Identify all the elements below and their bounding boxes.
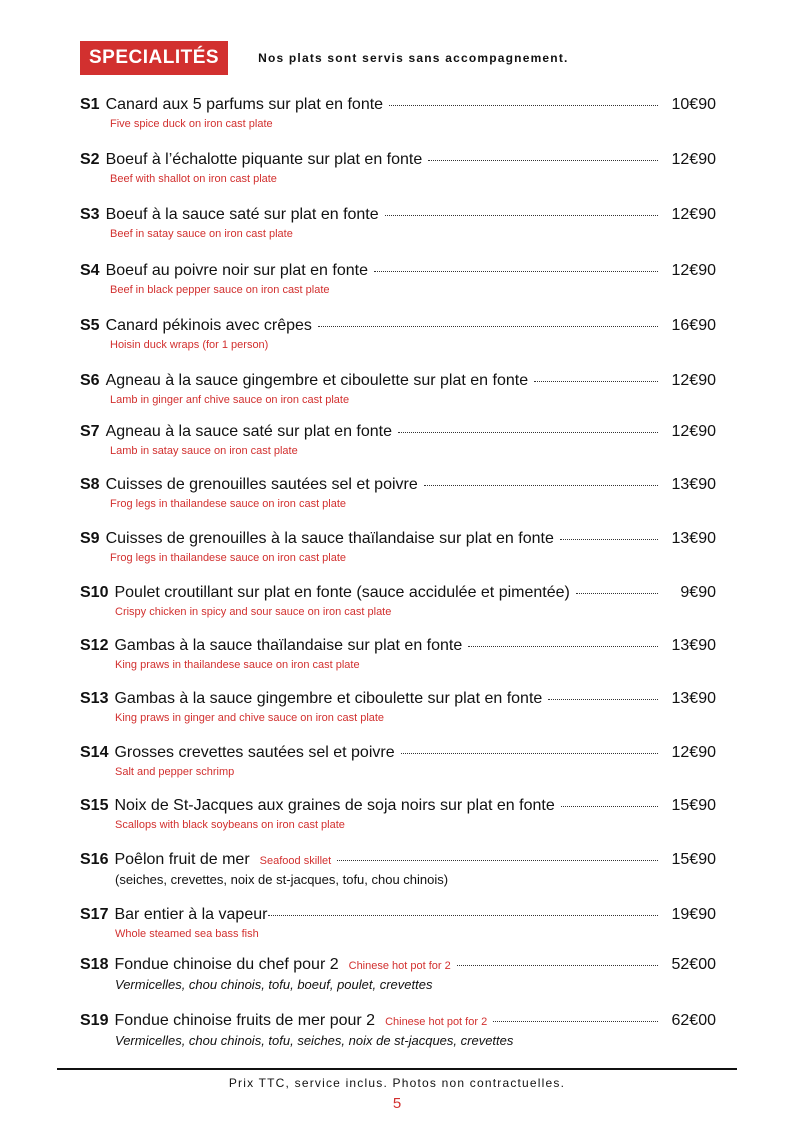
item-code: S18 bbox=[80, 956, 109, 973]
item-name: Canard pékinois avec crêpes bbox=[105, 317, 312, 334]
item-english-name: Chinese hot pot for 2 bbox=[385, 1016, 488, 1028]
item-code: S6 bbox=[80, 372, 100, 389]
item-code: S7 bbox=[80, 423, 100, 440]
menu-item bbox=[80, 956, 716, 992]
item-price: 12€90 bbox=[671, 151, 716, 168]
item-code: S10 bbox=[80, 584, 109, 601]
dot-leader bbox=[548, 699, 658, 700]
dot-leader bbox=[337, 860, 658, 861]
dot-leader bbox=[493, 1021, 658, 1022]
item-price: 12€90 bbox=[671, 262, 716, 279]
item-code: S19 bbox=[80, 1012, 109, 1029]
section-title-badge: SPECIALITÉS bbox=[80, 41, 228, 75]
menu-item bbox=[80, 690, 716, 724]
item-price: 15€90 bbox=[671, 797, 716, 814]
item-name: Cuisses de grenouilles à la sauce thaïlandaise sur plat en fonte bbox=[105, 530, 554, 547]
item-code: S17 bbox=[80, 906, 109, 923]
footer-note: Prix TTC, service inclus. Photos non contractuelles. bbox=[228, 1076, 566, 1090]
menu-item bbox=[80, 637, 716, 671]
item-price: 10€90 bbox=[671, 96, 716, 113]
menu-item bbox=[80, 584, 716, 618]
menu-item bbox=[80, 530, 716, 564]
footer-divider bbox=[57, 1068, 737, 1070]
dot-leader bbox=[468, 646, 658, 647]
dot-leader bbox=[428, 160, 658, 161]
item-name: Poêlon fruit de mer bbox=[114, 851, 250, 868]
menu-item bbox=[80, 744, 716, 778]
item-ingredients: Vermicelles, chou chinois, tofu, boeuf, poulet, crevettes bbox=[115, 977, 433, 992]
item-code: S4 bbox=[80, 262, 100, 279]
dot-leader bbox=[374, 271, 658, 272]
menu-item bbox=[80, 206, 716, 240]
menu-item bbox=[80, 423, 716, 457]
item-price: 9€90 bbox=[680, 584, 716, 601]
dot-leader bbox=[385, 215, 658, 216]
dot-leader bbox=[389, 105, 658, 106]
item-price: 12€90 bbox=[671, 206, 716, 223]
item-name: Poulet croutillant sur plat en fonte (sauce accidulée et pimentée) bbox=[114, 584, 570, 601]
item-price: 12€90 bbox=[671, 372, 716, 389]
item-english-name: Lamb in ginger anf chive sauce on iron cast plate bbox=[110, 394, 350, 406]
item-english-name: Crispy chicken in spicy and sour sauce on iron cast plate bbox=[115, 606, 392, 618]
item-english-name: Lamb in satay sauce on iron cast plate bbox=[110, 445, 298, 457]
dot-leader bbox=[401, 753, 658, 754]
item-name: Canard aux 5 parfums sur plat en fonte bbox=[105, 96, 384, 113]
item-english-name: Beef in black pepper sauce on iron cast plate bbox=[110, 284, 330, 296]
item-english-name: Scallops with black soybeans on iron cast plate bbox=[115, 819, 345, 831]
item-english-name: Hoisin duck wraps (for 1 person) bbox=[110, 339, 269, 351]
item-name: Cuisses de grenouilles sautées sel et poivre bbox=[105, 476, 418, 493]
item-code: S15 bbox=[80, 797, 109, 814]
dot-leader bbox=[398, 432, 658, 433]
dot-leader bbox=[561, 806, 658, 807]
item-price: 16€90 bbox=[671, 317, 716, 334]
dot-leader bbox=[424, 485, 658, 486]
item-english-name: Five spice duck on iron cast plate bbox=[110, 118, 273, 130]
page-number: 5 bbox=[392, 1095, 402, 1112]
item-code: S8 bbox=[80, 476, 100, 493]
menu-item bbox=[80, 96, 716, 130]
menu-item bbox=[80, 851, 716, 887]
item-name: Boeuf à la sauce saté sur plat en fonte bbox=[105, 206, 379, 223]
dot-leader bbox=[268, 915, 658, 916]
item-english-name: King praws in thailandese sauce on iron cast plate bbox=[115, 659, 360, 671]
item-name: Bar entier à la vapeur bbox=[114, 906, 268, 923]
item-ingredients: (seiches, crevettes, noix de st-jacques, tofu, chou chinois) bbox=[115, 872, 449, 887]
item-english-name: Chinese hot pot for 2 bbox=[348, 960, 451, 972]
item-code: S1 bbox=[80, 96, 100, 113]
item-price: 12€90 bbox=[671, 423, 716, 440]
item-code: S5 bbox=[80, 317, 100, 334]
menu-item bbox=[80, 151, 716, 185]
item-code: S2 bbox=[80, 151, 100, 168]
item-name: Noix de St-Jacques aux graines de soja noirs sur plat en fonte bbox=[114, 797, 555, 814]
dot-leader bbox=[457, 965, 658, 966]
item-name: Agneau à la sauce gingembre et ciboulette sur plat en fonte bbox=[105, 372, 529, 389]
item-price: 15€90 bbox=[671, 851, 716, 868]
item-english-name: King praws in ginger and chive sauce on iron cast plate bbox=[115, 712, 385, 724]
dot-leader bbox=[576, 593, 658, 594]
item-code: S16 bbox=[80, 851, 109, 868]
item-english-name: Whole steamed sea bass fish bbox=[115, 928, 259, 940]
item-english-name: Frog legs in thailandese sauce on iron cast plate bbox=[110, 498, 347, 510]
item-name: Fondue chinoise fruits de mer pour 2 bbox=[114, 1012, 376, 1029]
menu-item bbox=[80, 317, 716, 351]
item-name: Gambas à la sauce gingembre et ciboulette sur plat en fonte bbox=[114, 690, 543, 707]
dot-leader bbox=[534, 381, 658, 382]
item-code: S14 bbox=[80, 744, 109, 761]
menu-item bbox=[80, 262, 716, 296]
item-price: 19€90 bbox=[671, 906, 716, 923]
item-ingredients: Vermicelles, chou chinois, tofu, seiches, noix de st-jacques, crevettes bbox=[115, 1033, 514, 1048]
item-name: Gambas à la sauce thaïlandaise sur plat en fonte bbox=[114, 637, 463, 654]
page-header bbox=[80, 41, 569, 75]
item-code: S9 bbox=[80, 530, 100, 547]
item-code: S12 bbox=[80, 637, 109, 654]
menu-item bbox=[80, 1012, 716, 1048]
item-price: 13€90 bbox=[671, 637, 716, 654]
item-english-name: Seafood skillet bbox=[259, 855, 332, 867]
menu-item bbox=[80, 797, 716, 831]
item-code: S3 bbox=[80, 206, 100, 223]
section-subtitle: Nos plats sont servis sans accompagnement. bbox=[258, 51, 569, 65]
menu-item bbox=[80, 906, 716, 940]
item-english-name: Beef in satay sauce on iron cast plate bbox=[110, 228, 293, 240]
item-name: Fondue chinoise du chef pour 2 bbox=[114, 956, 339, 973]
item-price: 13€90 bbox=[671, 476, 716, 493]
dot-leader bbox=[318, 326, 658, 327]
item-code: S13 bbox=[80, 690, 109, 707]
item-name: Boeuf au poivre noir sur plat en fonte bbox=[105, 262, 368, 279]
item-price: 13€90 bbox=[671, 690, 716, 707]
item-english-name: Salt and pepper schrimp bbox=[115, 766, 235, 778]
dot-leader bbox=[560, 539, 658, 540]
item-name: Grosses crevettes sautées sel et poivre bbox=[114, 744, 395, 761]
item-name: Boeuf à l’échalotte piquante sur plat en fonte bbox=[105, 151, 423, 168]
item-price: 52€00 bbox=[671, 956, 716, 973]
item-price: 13€90 bbox=[671, 530, 716, 547]
item-english-name: Frog legs in thailandese sauce on iron cast plate bbox=[110, 552, 347, 564]
menu-item bbox=[80, 372, 716, 406]
item-price: 62€00 bbox=[671, 1012, 716, 1029]
item-price: 12€90 bbox=[671, 744, 716, 761]
item-english-name: Beef with shallot on iron cast plate bbox=[110, 173, 277, 185]
menu-item bbox=[80, 476, 716, 510]
item-name: Agneau à la sauce saté sur plat en fonte bbox=[105, 423, 392, 440]
